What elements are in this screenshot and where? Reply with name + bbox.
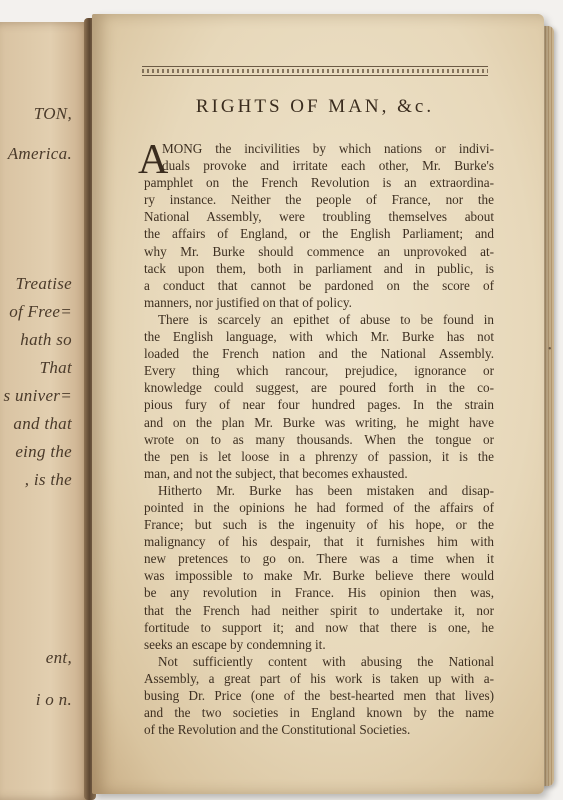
paragraph	[144, 482, 494, 653]
margin-mark: •	[548, 344, 552, 355]
left-page-text-line: ent,	[45, 648, 72, 667]
text-line: be any revolution in France. His opinion then was,	[144, 585, 494, 601]
text-line: knowledge could suggest, are poured forth in the co-	[144, 380, 494, 396]
left-page-text-line: s univer=	[3, 386, 72, 405]
left-page	[0, 22, 92, 800]
text-line: loaded the French nation and the National Assembly.	[144, 346, 494, 362]
text-line: Hitherto Mr. Burke has been mistaken and disap-	[158, 482, 494, 498]
text-line: the pen is let loose in a phrenzy of passion, it is the	[144, 448, 494, 464]
text-line: ry instance. Neither the people of France, nor the	[144, 192, 494, 208]
text-line: malignancy of his despair, that it furnishes him with	[144, 534, 494, 550]
text-line: a conduct that cannot be pardoned on the score of	[144, 277, 494, 293]
text-line: new pretences to go on. There was a time when it	[144, 551, 494, 567]
text-line: fortitude to support it; and now that there is one, he	[144, 619, 494, 635]
text-line: tack upon them, both in parliament and in public, is	[144, 260, 494, 276]
text-line: man, and not the subject, that becomes exhausted.	[144, 465, 408, 481]
left-page-text-line: and that	[13, 414, 72, 433]
text-line: of the Revolution and the Constitutional Societies.	[144, 722, 411, 738]
text-line: Not sufficiently content with abusing the National	[158, 653, 494, 669]
book-spread	[0, 8, 556, 800]
text-line: manners, nor justified on that of policy.	[144, 294, 352, 310]
left-page-text-line: , is the	[24, 470, 72, 489]
left-page-text-line: hath so	[20, 330, 72, 349]
drop-cap: A	[138, 137, 169, 183]
text-line: and the two societies in England known by the name	[144, 705, 494, 721]
text-line: duals provoke and irritate each other, Mr. Burke's	[162, 158, 494, 174]
text-line: and on the plan Mr. Burke was writing, he might have	[144, 414, 494, 430]
text-line: There is scarcely an epithet of abuse to be found in	[158, 311, 494, 327]
text-line: France; but such is the ingenuity of his hope, or the	[144, 517, 494, 533]
text-line: busing Dr. Price (one of the best-hearted men that lives)	[144, 688, 494, 703]
text-line: wrote on to as many thousands. When the tongue or	[144, 431, 494, 447]
header-ornament-rule	[142, 64, 488, 78]
paragraph	[144, 311, 494, 482]
text-line: pamphlet on the French Revolution is an extraordina-	[144, 175, 494, 191]
left-page-text-line: That	[39, 358, 72, 377]
text-line: was impossible to make Mr. Burke believe there would	[144, 568, 494, 584]
paragraph	[144, 653, 494, 738]
text-line: the English language, with which Mr. Burke has not	[144, 329, 494, 345]
text-line: Every thing which rancour, prejudice, ignorance or	[144, 363, 494, 379]
text-line: MONG the incivilities by which nations or indivi-	[162, 141, 494, 156]
paragraph	[144, 140, 494, 311]
text-line: pious fury of near four hundred pages. In the strain	[144, 397, 494, 413]
left-page-text-line: i o n.	[35, 690, 72, 709]
text-line: pointed in the opinions he had formed of the affairs of	[144, 499, 494, 515]
text-line: the affairs of England, or the English Parliament; and	[144, 226, 494, 242]
text-line: that the French had neither spirit to undertake it, nor	[144, 602, 494, 618]
left-page-text-line: eing the	[15, 442, 72, 461]
left-page-text-line: of Free=	[9, 302, 72, 321]
text-line: why Mr. Burke should commence an unprovoked at-	[144, 243, 494, 259]
text-line: National Assembly, were troubling themselves about	[144, 209, 494, 225]
body-text	[138, 137, 494, 738]
text-line: Assembly, a great part of his work is taken up with a-	[144, 670, 494, 686]
text-line: seeks an escape by condemning it.	[144, 636, 326, 652]
left-page-text-line: America.	[7, 144, 72, 163]
page-title: RIGHTS OF MAN, &c.	[195, 96, 435, 117]
left-page-text-line: Treatise	[15, 274, 72, 293]
left-page-text-line: TON,	[33, 104, 72, 123]
right-page	[92, 14, 544, 794]
